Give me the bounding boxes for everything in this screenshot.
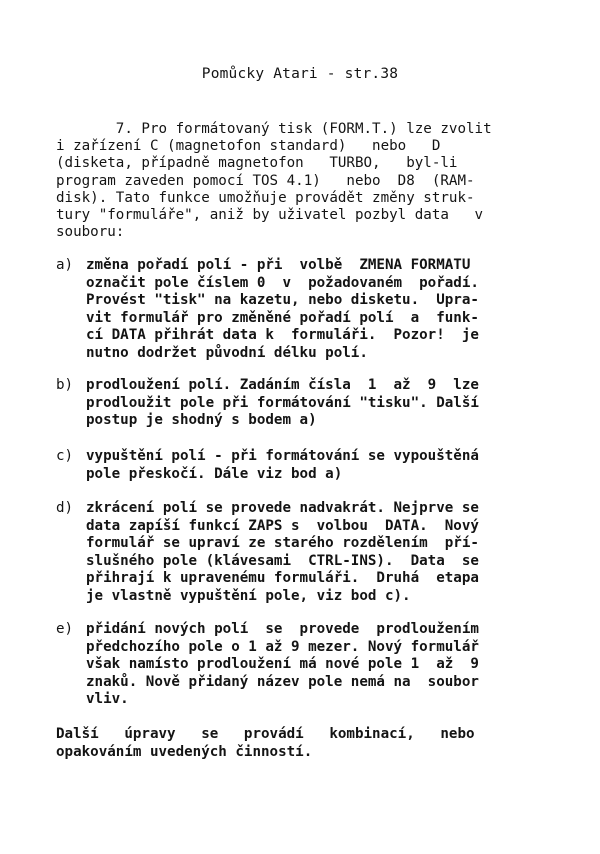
closing-paragraph: Další úpravy se provádí kombinací, nebo opakováním uvedených činností.: [56, 726, 475, 760]
list-item-text: vypuštění polí - při formátování se vypouštěná pole přeskočí. Dále viz bod a): [86, 448, 479, 482]
list-item-text: prodloužení polí. Zadáním čísla 1 až 9 lze prodloužit pole při formátování "tisku". Další postup je shodný s bodem a): [86, 377, 479, 429]
list-item-a: [56, 257, 576, 363]
list-marker: d): [56, 500, 74, 516]
list-marker: b): [56, 377, 74, 393]
intro-paragraph: 7. Pro formátovaný tisk (FORM.T.) lze zvolit i zařízení C (magnetofon standard) nebo D (disketa, případně magnetofon TURBO, byl-li program zaveden pomocí TOS 4.1) nebo D8 (RAM- disk). Tato funkce umožňuje provádět změny struk- tury "formuláře", aniž by uživatel pozbyl data v souboru:: [56, 121, 492, 241]
list-marker: a): [56, 257, 74, 273]
list-marker: c): [56, 448, 74, 464]
list-item-e: [56, 621, 576, 709]
page-header: Pomůcky Atari - str.38: [201, 66, 399, 82]
list-item-b: [56, 377, 576, 430]
list-item-d: [56, 500, 576, 606]
list-item-c: [56, 448, 576, 483]
list-item-text: změna pořadí polí - při volbě ZMENA FORMATU označit pole číslem 0 v požadovaném pořadí. Provést "tisk" na kazetu, nebo disketu. Upra- vit formulář pro změněné pořadí polí a funk- cí DATA přihrát data k formuláři. Pozor! je nutno dodržet původní délku polí.: [86, 257, 479, 361]
list-item-text: zkrácení polí se provede nadvakrát. Nejprve se data zapíší funkcí ZAPS s volbou DATA. Nový formulář se upraví ze starého rozdělením pří- slušného pole (klávesami CTRL-INS). Data se přihrají k upravenému formuláři. Druhá etapa je vlastně vypuštění pole, viz bod c).: [86, 500, 479, 604]
list-marker: e): [56, 621, 74, 637]
list-item-text: přidání nových polí se provede prodloužením předchozího pole o 1 až 9 mezer. Nový formulář však namísto prodloužení má nové pole 1 až 9 znaků. Nově přidaný název pole nemá na soubor vliv.: [86, 621, 479, 708]
